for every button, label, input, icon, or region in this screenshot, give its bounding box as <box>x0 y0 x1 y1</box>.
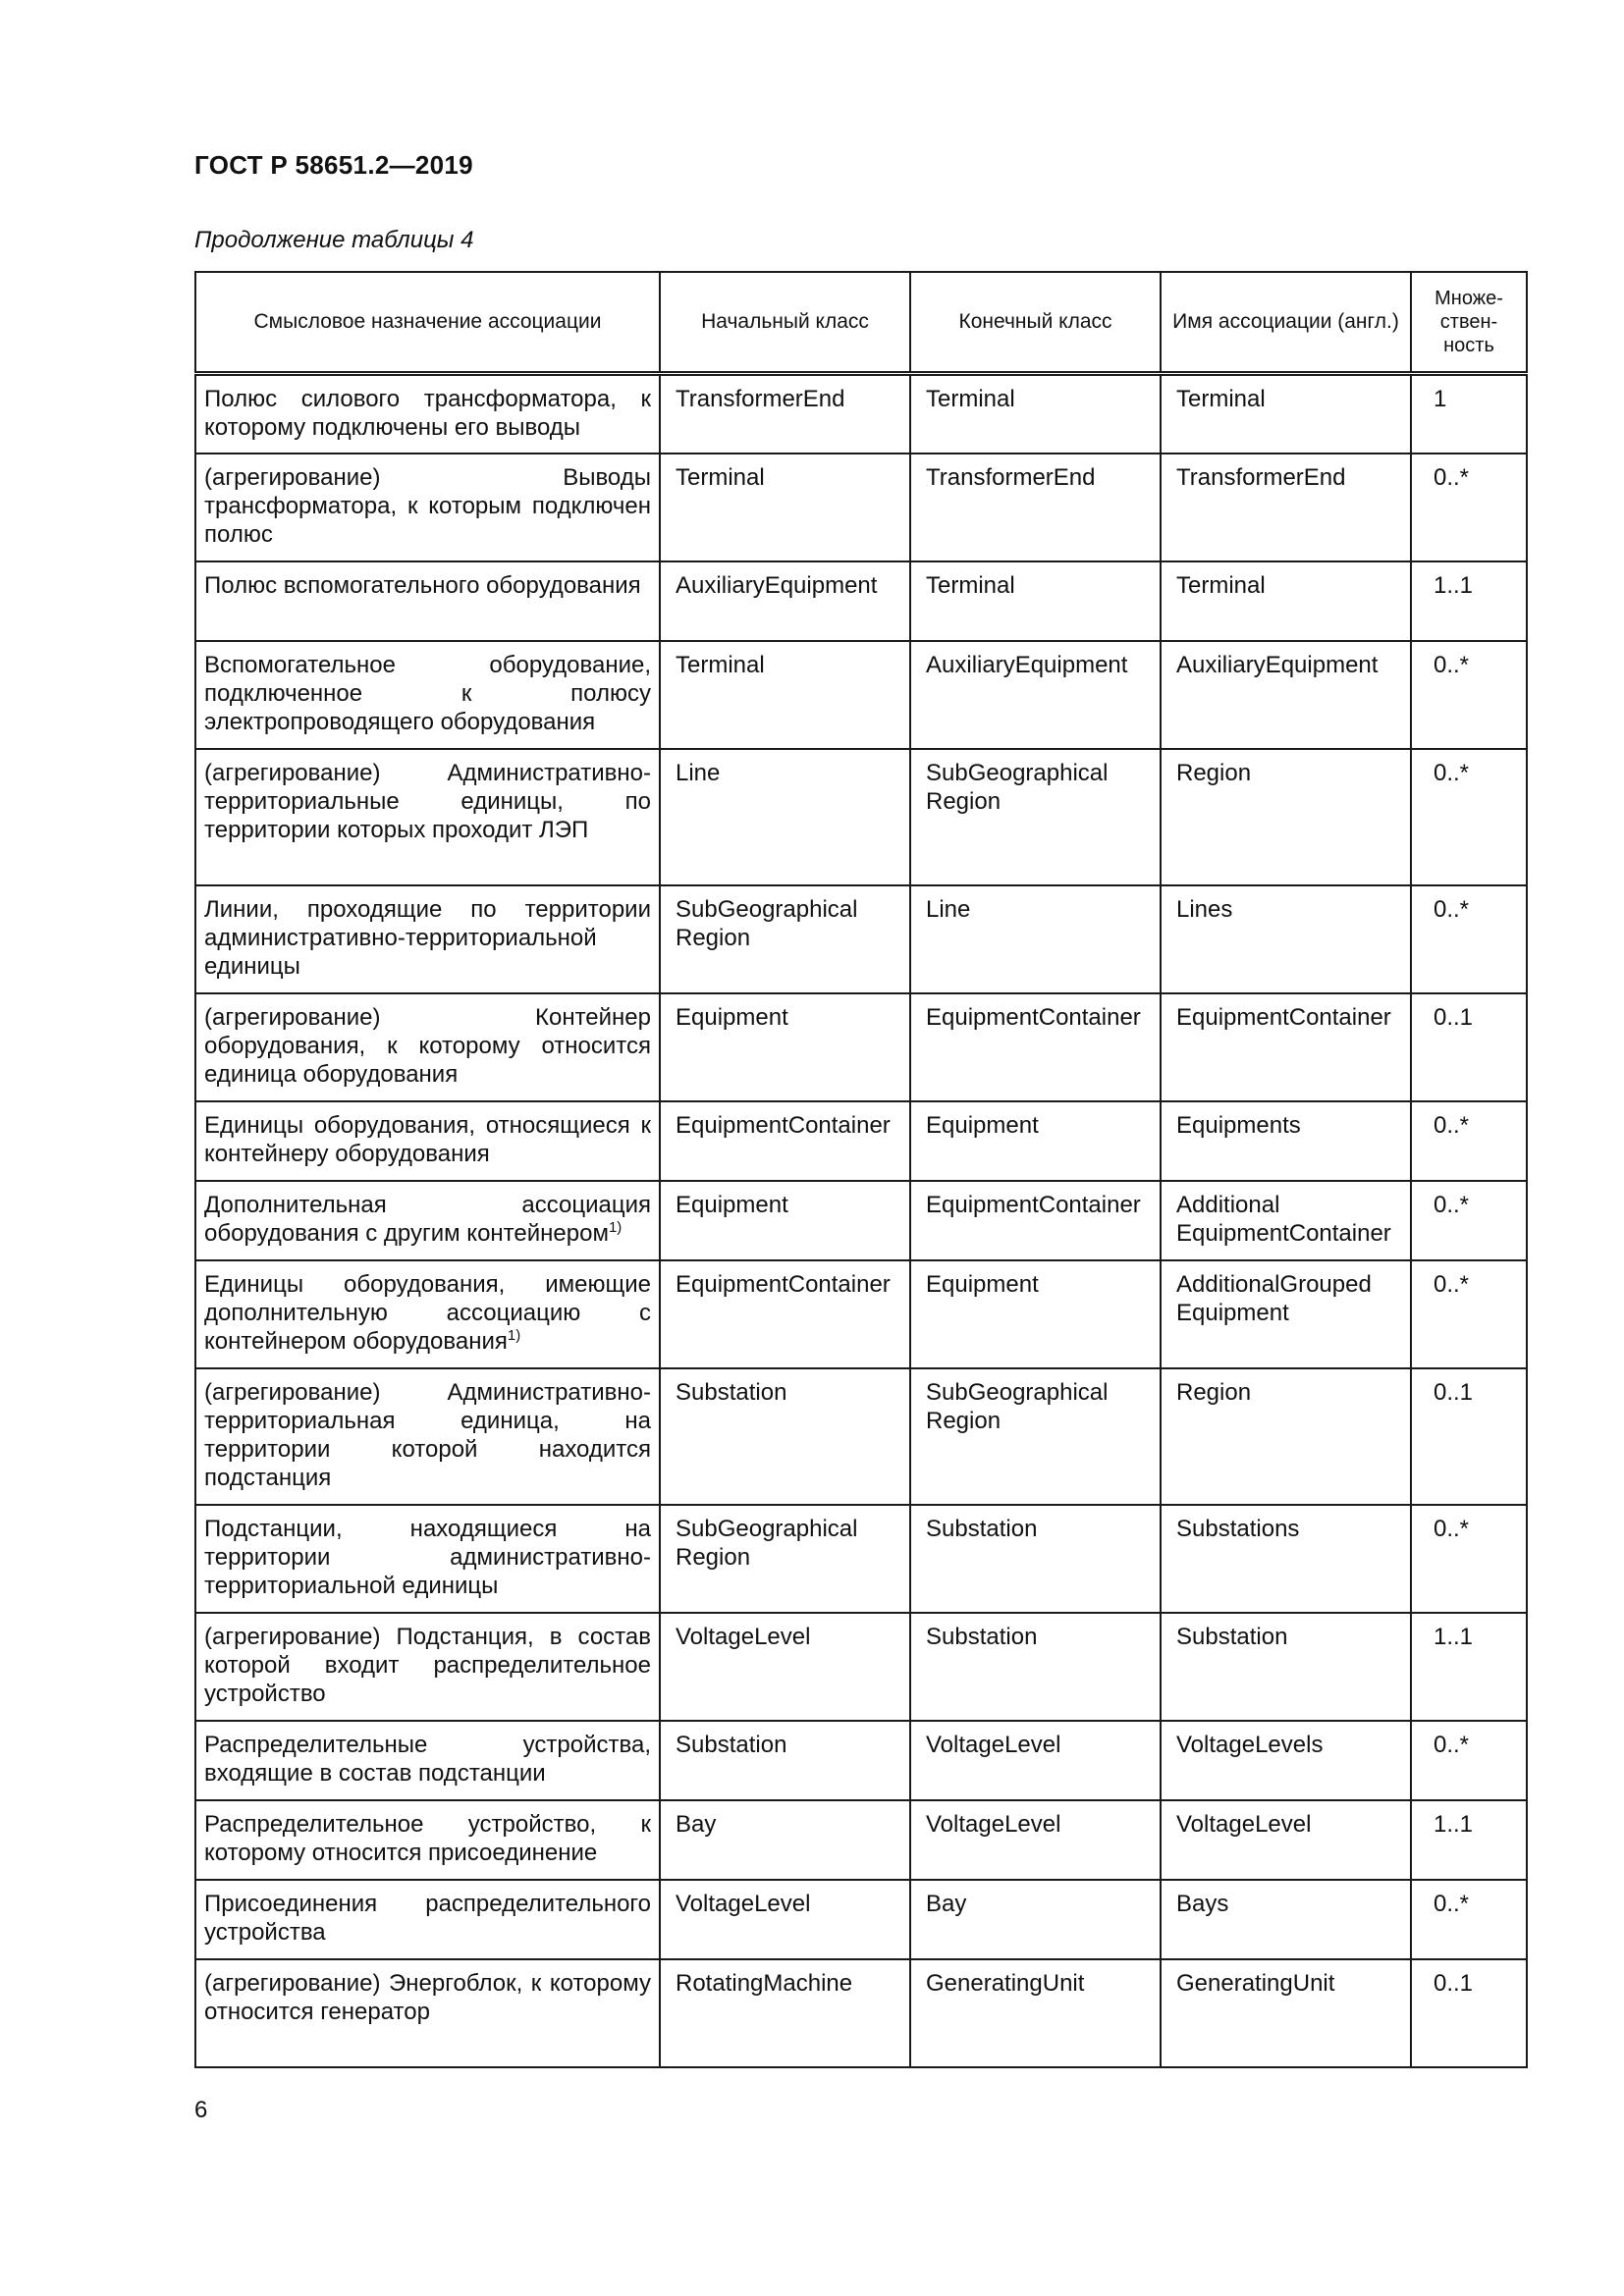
table-row <box>195 749 1527 885</box>
cell-end-class-text: Equipment <box>926 1111 1039 1139</box>
table-row <box>195 1800 1527 1880</box>
cell-end-class <box>910 1505 1161 1613</box>
cell-start-class-text: SubGeographical Region <box>676 895 858 951</box>
header-multiplicity: Множе-ствен-ность <box>1411 272 1527 374</box>
cell-start-class <box>660 1101 910 1181</box>
header-association-name: Имя ассоциации (англ.) <box>1161 272 1411 374</box>
cell-end-class <box>910 1721 1161 1800</box>
cell-start-class <box>660 993 910 1101</box>
cell-association-name <box>1161 374 1411 454</box>
table-row <box>195 1505 1527 1613</box>
cell-start-class <box>660 749 910 885</box>
cell-purpose <box>195 1181 660 1260</box>
cell-multiplicity-text: 0..1 <box>1434 1003 1474 1031</box>
cell-start-class <box>660 1368 910 1505</box>
cell-start-class-text: Terminal <box>676 651 765 678</box>
cell-purpose <box>195 454 660 561</box>
cell-purpose-text: Единицы оборудования, относящиеся к контейнеру оборудования <box>204 1111 651 1167</box>
cell-start-class-text: Equipment <box>676 1003 788 1031</box>
cell-association-name-text: Terminal <box>1176 571 1266 599</box>
table-row <box>195 454 1527 561</box>
cell-association-name <box>1161 1721 1411 1800</box>
cell-multiplicity <box>1411 1181 1527 1260</box>
table-row <box>195 1721 1527 1800</box>
cell-association-name <box>1161 454 1411 561</box>
table-body <box>195 374 1527 2067</box>
cell-start-class-text: SubGeographical Region <box>676 1515 858 1571</box>
cell-association-name <box>1161 1959 1411 2067</box>
cell-end-class <box>910 561 1161 641</box>
cell-end-class-text: VoltageLevel <box>926 1731 1061 1758</box>
cell-purpose <box>195 1959 660 2067</box>
cell-end-class <box>910 641 1161 749</box>
table-row <box>195 1260 1527 1368</box>
cell-purpose-text: Полюс силового трансформатора, к которому подключены его выводы <box>204 386 651 441</box>
cell-end-class <box>910 885 1161 993</box>
cell-start-class-text: Substation <box>676 1378 787 1406</box>
cell-purpose <box>195 749 660 885</box>
cell-multiplicity-text: 0..* <box>1434 651 1470 678</box>
cell-association-name-text: Substation <box>1176 1623 1288 1650</box>
cell-association-name-text: AdditionalGrouped Equipment <box>1176 1270 1372 1326</box>
cell-start-class <box>660 641 910 749</box>
cell-purpose-text: (агрегирование) Подстанция, в состав которой входит распределительное устройство <box>204 1623 651 1707</box>
cell-end-class-text: GeneratingUnit <box>926 1969 1085 1997</box>
cell-multiplicity-text: 1..1 <box>1434 1623 1474 1650</box>
cell-purpose <box>195 1613 660 1721</box>
cell-end-class <box>910 1613 1161 1721</box>
cell-end-class-text: Line <box>926 895 971 923</box>
header-start-class: Начальный класс <box>660 272 910 374</box>
table-caption: Продолжение таблицы 4 <box>194 227 474 253</box>
cell-purpose <box>195 1260 660 1368</box>
cell-multiplicity-text: 0..* <box>1434 1731 1470 1758</box>
cell-association-name <box>1161 1101 1411 1181</box>
header-purpose: Смысловое назначение ассоциации <box>195 272 660 374</box>
cell-association-name-text: Lines <box>1176 895 1233 923</box>
cell-purpose-text: Распределительные устройства, входящие в состав подстанции <box>204 1731 651 1787</box>
cell-association-name <box>1161 1260 1411 1368</box>
cell-start-class-text: Bay <box>676 1810 717 1838</box>
cell-start-class <box>660 454 910 561</box>
cell-association-name-text: AuxiliaryEquipment <box>1176 651 1379 678</box>
cell-start-class-text: VoltageLevel <box>676 1890 811 1917</box>
cell-multiplicity-text: 0..* <box>1434 463 1470 491</box>
cell-end-class-text: Terminal <box>926 571 1015 599</box>
cell-start-class-text: Equipment <box>676 1191 788 1218</box>
cell-association-name-text: GeneratingUnit <box>1176 1969 1335 1997</box>
cell-end-class-text: Substation <box>926 1515 1038 1542</box>
cell-end-class <box>910 1101 1161 1181</box>
table-row <box>195 1880 1527 1959</box>
cell-start-class <box>660 1959 910 2067</box>
cell-end-class <box>910 993 1161 1101</box>
cell-start-class <box>660 561 910 641</box>
cell-start-class <box>660 1880 910 1959</box>
cell-purpose <box>195 1368 660 1505</box>
cell-purpose-text: Дополнительная ассоциация оборудования с другим контейнером <box>204 1191 651 1247</box>
cell-purpose <box>195 374 660 454</box>
cell-start-class-text: AuxiliaryEquipment <box>676 571 878 599</box>
cell-start-class-text: EquipmentContainer <box>676 1111 891 1139</box>
cell-start-class <box>660 1613 910 1721</box>
cell-multiplicity <box>1411 885 1527 993</box>
cell-purpose-text: Вспомогательное оборудование, подключенное к полюсу электропроводящего оборудования <box>204 651 651 735</box>
cell-association-name <box>1161 749 1411 885</box>
cell-association-name-text: Equipments <box>1176 1111 1301 1139</box>
cell-multiplicity <box>1411 1959 1527 2067</box>
table-row <box>195 993 1527 1101</box>
cell-association-name-text: Region <box>1176 759 1252 786</box>
cell-end-class-text: TransformerEnd <box>926 463 1096 491</box>
cell-multiplicity <box>1411 641 1527 749</box>
cell-end-class <box>910 749 1161 885</box>
header-end-class: Конечный класс <box>910 272 1161 374</box>
cell-association-name-text: Bays <box>1176 1890 1229 1917</box>
cell-multiplicity-text: 1 <box>1434 386 1447 412</box>
cell-multiplicity <box>1411 374 1527 454</box>
cell-multiplicity-text: 0..1 <box>1434 1969 1474 1997</box>
table-row <box>195 374 1527 454</box>
cell-multiplicity <box>1411 1613 1527 1721</box>
cell-association-name-text: EquipmentContainer <box>1176 1003 1391 1031</box>
cell-multiplicity <box>1411 1880 1527 1959</box>
cell-association-name <box>1161 1800 1411 1880</box>
cell-start-class <box>660 1721 910 1800</box>
footnote-marker: 1) <box>608 1218 623 1236</box>
cell-end-class-text: Bay <box>926 1890 967 1917</box>
cell-purpose <box>195 1101 660 1181</box>
cell-association-name <box>1161 885 1411 993</box>
cell-multiplicity <box>1411 749 1527 885</box>
cell-association-name <box>1161 1613 1411 1721</box>
table-row <box>195 1613 1527 1721</box>
table-row <box>195 1181 1527 1260</box>
cell-start-class-text: Line <box>676 759 721 786</box>
cell-multiplicity <box>1411 1721 1527 1800</box>
cell-multiplicity-text: 0..* <box>1434 1191 1470 1218</box>
cell-end-class <box>910 374 1161 454</box>
cell-purpose <box>195 641 660 749</box>
cell-end-class <box>910 1800 1161 1880</box>
cell-end-class-text: EquipmentContainer <box>926 1191 1141 1218</box>
cell-purpose-text: (агрегирование) Контейнер оборудования, к которому относится единица оборудования <box>204 1003 651 1088</box>
cell-multiplicity <box>1411 454 1527 561</box>
cell-purpose <box>195 561 660 641</box>
cell-end-class <box>910 1880 1161 1959</box>
cell-multiplicity-text: 0..* <box>1434 1270 1470 1298</box>
cell-association-name <box>1161 1880 1411 1959</box>
cell-multiplicity <box>1411 1101 1527 1181</box>
cell-multiplicity <box>1411 561 1527 641</box>
table-row <box>195 1101 1527 1181</box>
cell-end-class-text: EquipmentContainer <box>926 1003 1141 1031</box>
cell-association-name-text: Region <box>1176 1378 1252 1406</box>
cell-purpose <box>195 1800 660 1880</box>
cell-association-name-text: TransformerEnd <box>1176 463 1346 491</box>
cell-purpose <box>195 1880 660 1959</box>
cell-association-name-text: Substations <box>1176 1515 1300 1542</box>
cell-association-name <box>1161 1368 1411 1505</box>
cell-association-name-text: Terminal <box>1176 386 1266 412</box>
cell-association-name <box>1161 641 1411 749</box>
cell-multiplicity-text: 0..* <box>1434 1111 1470 1139</box>
cell-purpose <box>195 885 660 993</box>
cell-end-class-text: Terminal <box>926 386 1015 412</box>
cell-end-class-text: SubGeographical Region <box>926 759 1109 815</box>
cell-multiplicity <box>1411 993 1527 1101</box>
cell-end-class <box>910 1181 1161 1260</box>
cell-purpose-text: (агрегирование) Административно-территориальная единица, на территории которой находится подстанция <box>204 1378 651 1491</box>
cell-purpose-text: (агрегирование) Энергоблок, к которому относится генератор <box>204 1969 651 2025</box>
cell-start-class-text: Substation <box>676 1731 787 1758</box>
table-row <box>195 1959 1527 2067</box>
cell-start-class-text: RotatingMachine <box>676 1969 853 1997</box>
cell-start-class <box>660 1800 910 1880</box>
table-row <box>195 1368 1527 1505</box>
cell-multiplicity <box>1411 1368 1527 1505</box>
cell-end-class <box>910 454 1161 561</box>
cell-end-class-text: VoltageLevel <box>926 1810 1061 1838</box>
cell-start-class <box>660 1181 910 1260</box>
cell-start-class-text: EquipmentContainer <box>676 1270 891 1298</box>
table-row <box>195 885 1527 993</box>
cell-start-class <box>660 374 910 454</box>
cell-association-name <box>1161 561 1411 641</box>
cell-purpose-text: Единицы оборудования, имеющие дополнительную ассоциацию с контейнером оборудования <box>204 1270 651 1355</box>
cell-start-class-text: Terminal <box>676 463 765 491</box>
table-row <box>195 641 1527 749</box>
footnote-marker: 1) <box>507 1326 521 1344</box>
cell-start-class <box>660 885 910 993</box>
cell-end-class-text: Substation <box>926 1623 1038 1650</box>
page-number: 6 <box>194 2097 208 2123</box>
cell-end-class <box>910 1959 1161 2067</box>
cell-multiplicity-text: 0..* <box>1434 1890 1470 1917</box>
cell-association-name-text: VoltageLevel <box>1176 1810 1312 1838</box>
cell-start-class <box>660 1260 910 1368</box>
cell-start-class-text: VoltageLevel <box>676 1623 811 1650</box>
cell-purpose-text: Распределительное устройство, к которому относится присоединение <box>204 1810 651 1866</box>
cell-multiplicity <box>1411 1260 1527 1368</box>
cell-multiplicity-text: 0..* <box>1434 759 1470 786</box>
cell-start-class-text: TransformerEnd <box>676 386 845 412</box>
cell-purpose <box>195 1721 660 1800</box>
cell-end-class <box>910 1260 1161 1368</box>
cell-multiplicity <box>1411 1505 1527 1613</box>
cell-end-class-text: SubGeographical Region <box>926 1378 1109 1434</box>
cell-purpose-text: Линии, проходящие по территории административно-территориальной единицы <box>204 895 651 980</box>
cell-association-name <box>1161 1181 1411 1260</box>
cell-end-class-text: AuxiliaryEquipment <box>926 651 1128 678</box>
cell-association-name <box>1161 1505 1411 1613</box>
cell-purpose-text: Присоединения распределительного устройства <box>204 1890 651 1946</box>
cell-multiplicity-text: 1..1 <box>1434 571 1474 599</box>
cell-purpose-text: Подстанции, находящиеся на территории административно-территориальной единицы <box>204 1515 651 1599</box>
association-table <box>194 271 1528 2068</box>
table-row <box>195 561 1527 641</box>
cell-purpose-text: (агрегирование) Выводы трансформатора, к которым подключен полюс <box>204 463 651 548</box>
cell-multiplicity-text: 0..* <box>1434 1515 1470 1542</box>
cell-end-class <box>910 1368 1161 1505</box>
cell-purpose <box>195 1505 660 1613</box>
table-header-row <box>195 272 1527 374</box>
cell-multiplicity-text: 0..1 <box>1434 1378 1474 1406</box>
cell-association-name-text: VoltageLevels <box>1176 1731 1324 1758</box>
cell-multiplicity-text: 0..* <box>1434 895 1470 923</box>
document-header: ГОСТ Р 58651.2—2019 <box>194 150 473 180</box>
cell-purpose-text: Полюс вспомогательного оборудования <box>204 571 641 599</box>
cell-purpose <box>195 993 660 1101</box>
cell-multiplicity <box>1411 1800 1527 1880</box>
cell-association-name <box>1161 993 1411 1101</box>
cell-start-class <box>660 1505 910 1613</box>
cell-purpose-text: (агрегирование) Административно-территориальные единицы, по территории которых проходит ЛЭП <box>204 759 651 843</box>
cell-association-name-text: Additional EquipmentContainer <box>1176 1191 1391 1247</box>
cell-multiplicity-text: 1..1 <box>1434 1810 1474 1838</box>
cell-end-class-text: Equipment <box>926 1270 1039 1298</box>
